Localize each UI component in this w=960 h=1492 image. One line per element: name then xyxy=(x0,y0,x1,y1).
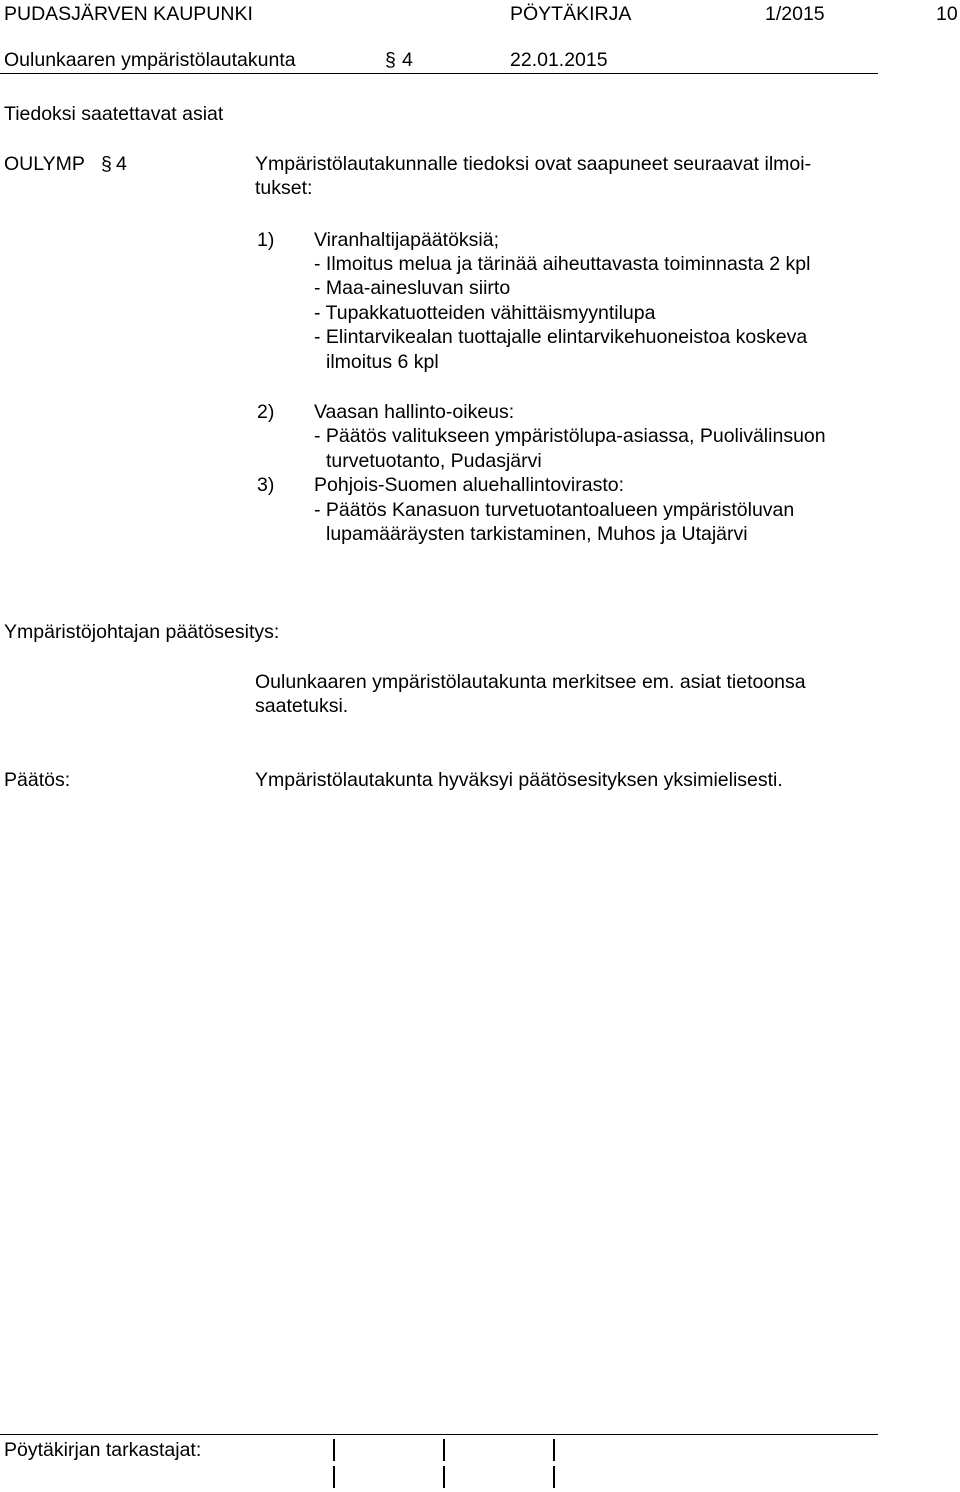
list-item-heading: Vaasan hallinto-oikeus: xyxy=(314,401,515,423)
section-number: 4 xyxy=(402,49,413,71)
meeting-date: 22.01.2015 xyxy=(510,49,608,71)
item-code: OULYMP xyxy=(4,153,85,175)
intro-line-1: Ympäristölautakunnalle tiedoksi ovat saapuneet seuraavat ilmoi- xyxy=(255,153,812,175)
item-code-number: 4 xyxy=(116,153,127,175)
list-item-number: 3) xyxy=(257,474,275,496)
signature-line xyxy=(553,1439,555,1461)
section-symbol: § xyxy=(385,49,396,71)
page-number: 10 xyxy=(936,3,958,25)
header-divider xyxy=(0,73,878,74)
list-item-line: - Tupakkatuotteiden vähittäismyyntilupa xyxy=(314,302,656,324)
list-item-line: lupamääräysten tarkistaminen, Muhos ja Utajärvi xyxy=(326,523,748,545)
list-item-line: - Päätös valitukseen ympäristölupa-asiassa, Puolivälinsuon xyxy=(314,425,826,447)
proposal-text-line-2: saatetuksi. xyxy=(255,695,349,717)
reviewers-label: Pöytäkirjan tarkastajat: xyxy=(4,1439,202,1461)
signature-line xyxy=(333,1439,335,1461)
list-item-line: - Elintarvikealan tuottajalle elintarvikehuoneistoa koskeva xyxy=(314,326,808,348)
proposal-label: Ympäristöjohtajan päätösesitys: xyxy=(4,621,280,643)
decision-label: Päätös: xyxy=(4,769,71,791)
signature-line xyxy=(333,1466,335,1488)
list-item-number: 2) xyxy=(257,401,275,423)
organization-name: PUDASJÄRVEN KAUPUNKI xyxy=(4,3,253,25)
list-item-line: - Maa-ainesluvan siirto xyxy=(314,277,511,299)
document-number: 1/2015 xyxy=(765,3,825,25)
list-item-number: 1) xyxy=(257,229,275,251)
signature-line xyxy=(443,1439,445,1461)
list-item-line: - Ilmoitus melua ja tärinää aiheuttavasta toiminnasta 2 kpl xyxy=(314,253,811,275)
list-item-heading: Viranhaltijapäätöksiä; xyxy=(314,229,500,251)
intro-line-2: tukset: xyxy=(255,177,313,199)
board-name: Oulunkaaren ympäristölautakunta xyxy=(4,49,296,71)
item-code-symbol: § xyxy=(101,153,112,175)
footer-divider xyxy=(0,1434,878,1435)
list-item-heading: Pohjois-Suomen aluehallintovirasto: xyxy=(314,474,625,496)
signature-line xyxy=(443,1466,445,1488)
proposal-text-line-1: Oulunkaaren ympäristölautakunta merkitsee em. asiat tietoonsa xyxy=(255,671,806,693)
list-item-line: ilmoitus 6 kpl xyxy=(326,351,439,373)
signature-line xyxy=(553,1466,555,1488)
list-item-line: turvetuotanto, Pudasjärvi xyxy=(326,450,542,472)
list-item-line: - Päätös Kanasuon turvetuotantoalueen ympäristöluvan xyxy=(314,499,795,521)
decision-text: Ympäristölautakunta hyväksyi päätösesityksen yksimielisesti. xyxy=(255,769,783,791)
item-title: Tiedoksi saatettavat asiat xyxy=(4,103,224,125)
document-type: PÖYTÄKIRJA xyxy=(510,3,632,25)
